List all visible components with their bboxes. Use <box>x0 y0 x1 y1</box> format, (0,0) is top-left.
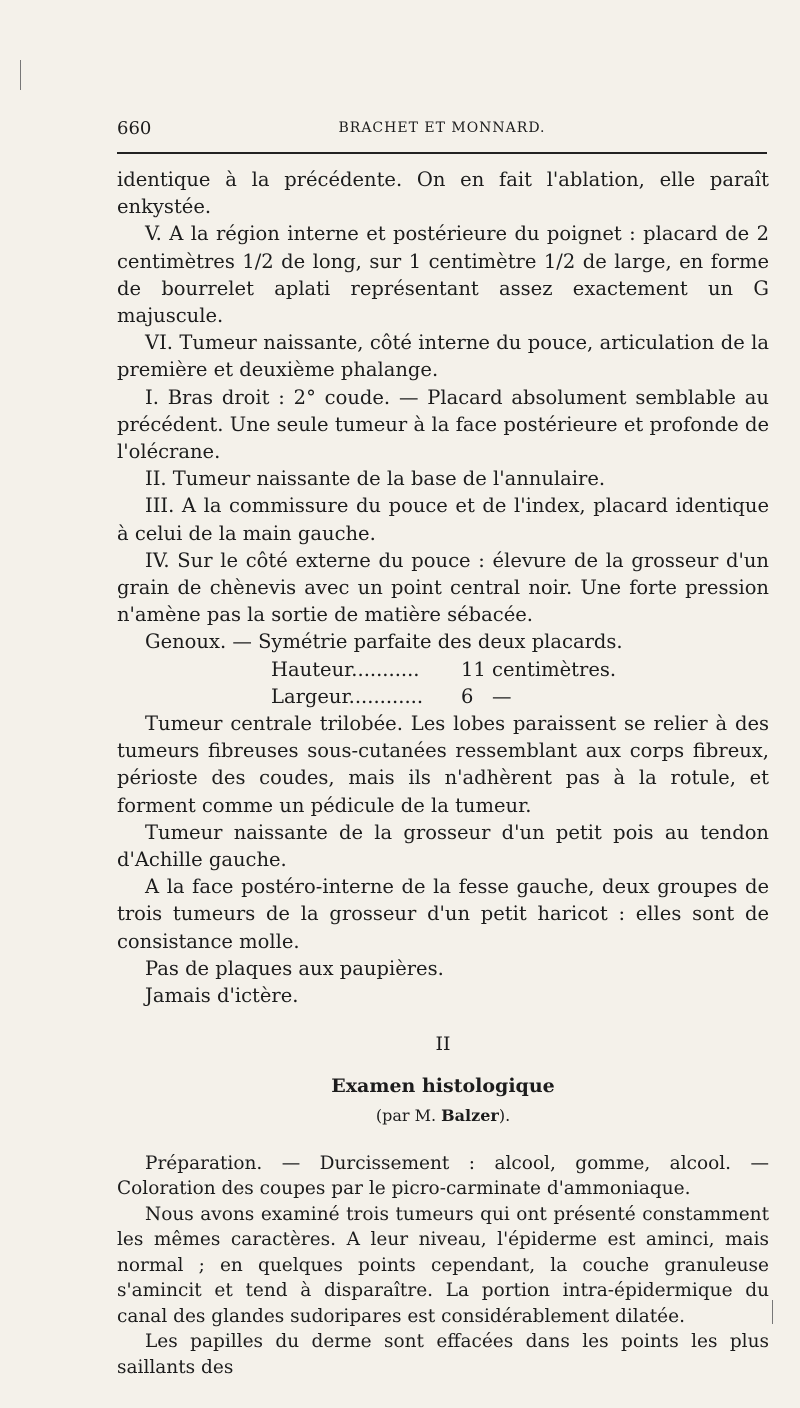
paragraph: A la face postéro-interne de la fesse gauche, deux groupes de trois tumeurs de la grosseur d'un petit haricot : elles sont de consistance molle. <box>117 875 769 953</box>
measurement-row <box>117 683 769 710</box>
paragraph: Tumeur naissante de la grosseur d'un petit pois au tendon d'Achille gauche. <box>117 820 769 872</box>
paragraph: VI. Tumeur naissante, côté interne du pouce, articulation de la première et deuxième phalange. <box>117 331 769 382</box>
paragraph: III. A la commissure du pouce et de l'index, placard identique à celui de la main gauche. <box>117 494 769 545</box>
histology-text <box>117 1151 769 1381</box>
paragraph: II. Tumeur naissante de la base de l'annulaire. <box>145 467 606 491</box>
section-title: Examen histologique <box>331 1074 555 1097</box>
measurement-value: 11 centimètres. <box>461 657 617 681</box>
paragraph: I. Bras droit : 2° coude. — Placard absolument semblable au précédent. Une seule tumeur à la face postérieure et profonde de l'olécrane. <box>117 385 769 464</box>
measurement-label: Largeur............ <box>271 684 424 708</box>
measurement-value: 6 — <box>461 684 512 708</box>
paragraph: V. A la région interne et postérieure du poignet : placard de 2 centimètres 1/2 de long, sur 1 centimètre 1/2 de large, en forme de bourrelet aplati représentant assez exactement un G majuscule. <box>117 222 769 328</box>
header-rule <box>117 152 767 154</box>
margin-mark <box>772 1300 773 1324</box>
paragraph: Pas de plaques aux paupières. <box>145 956 444 980</box>
section-author: (par M. Balzer). <box>375 1105 511 1125</box>
paragraph: IV. Sur le côté externe du pouce : élevure de la grosseur d'un grain de chènevis avec un point central noir. Une forte pression n'amène pas la sortie de matière sébacée. <box>117 548 769 627</box>
page-number: 660 <box>117 118 152 139</box>
margin-mark <box>20 60 21 90</box>
body-text <box>117 166 769 1380</box>
page-header <box>117 118 767 142</box>
paragraph: Jamais d'ictère. <box>145 984 299 1008</box>
section-number: II <box>435 1033 451 1056</box>
paragraph: Préparation. — Durcissement : alcool, gomme, alcool. — Coloration des coupes par le picro-carminate d'ammoniaque. <box>117 1152 769 1200</box>
paragraph: Les papilles du derme sont effacées dans les points les plus saillants des <box>117 1331 769 1378</box>
measurement-row <box>117 656 769 683</box>
running-title: BRACHET ET MONNARD. <box>338 120 546 136</box>
paragraph: Tumeur centrale trilobée. Les lobes paraissent se relier à des tumeurs fibreuses sous-cutanées ressemblant aux corps fibreux, périoste des coudes, mais ils n'adhèrent pas à la rotule, et forment comme un pédicule de la tumeur. <box>117 712 769 817</box>
paragraph: identique à la précédente. On en fait l'ablation, elle paraît enkystée. <box>117 168 769 219</box>
measurement-label: Hauteur........... <box>271 657 420 681</box>
paragraph: Nous avons examiné trois tumeurs qui ont présenté constamment les mêmes caractères. A leur niveau, l'épiderme est aminci, mais normal ; en quelques points cependant, la couche granuleuse s'amincit et tend à disparaître. La portion intra-épidermique du canal des glandes sudoripares est considérablement dilatée. <box>117 1203 769 1327</box>
author-name: Balzer <box>441 1105 499 1125</box>
paragraph: Genoux. — Symétrie parfaite des deux placards. <box>145 630 623 654</box>
